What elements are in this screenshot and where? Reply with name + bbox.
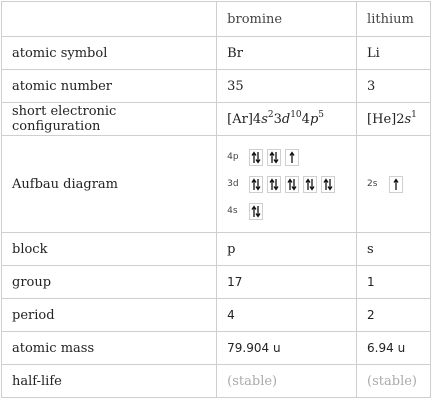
spin-up-arrow — [270, 179, 274, 190]
config-p-shell: 4 — [301, 111, 310, 127]
properties-table-wrapper — [1, 1, 431, 398]
header-lithium: lithium — [357, 2, 431, 37]
bromine-value: Br — [217, 37, 357, 70]
spin-up-arrow-icon — [391, 178, 401, 191]
spin-down-arrow — [274, 152, 278, 163]
spin-down-arrow — [256, 152, 260, 163]
config-s-shell: 2 — [396, 111, 405, 127]
orbital-row — [227, 144, 346, 171]
properties-table — [1, 1, 431, 398]
config-p-exp: 5 — [318, 109, 324, 120]
row-block — [2, 233, 431, 266]
bromine-value: p — [217, 233, 357, 266]
row-electron-configuration — [2, 103, 431, 136]
spin-up-arrow — [324, 179, 328, 190]
config-core: [He] — [367, 111, 397, 127]
bromine-value: 35 — [217, 70, 357, 103]
config-s-shell: 4 — [252, 111, 262, 127]
config-s-letter: s — [261, 111, 268, 127]
orbital-box — [303, 176, 317, 193]
orbital-box — [285, 149, 299, 166]
row-aufbau-diagram — [2, 136, 431, 233]
aufbau-orbitals — [227, 144, 346, 225]
row-atomic-mass — [2, 332, 431, 365]
orbital-row — [227, 171, 346, 198]
row-atomic-symbol — [2, 37, 431, 70]
lithium-value: 6.94 u — [357, 332, 431, 365]
header-empty-cell — [2, 2, 217, 37]
orbital-box — [285, 176, 299, 193]
orbital-box — [267, 176, 281, 193]
lithium-value: (stable) — [357, 365, 431, 398]
lithium-value: 1 — [357, 266, 431, 299]
spin-up-arrow-icon — [287, 151, 297, 164]
row-label: period — [2, 299, 217, 332]
config-d-shell: 3 — [273, 111, 282, 127]
spin-up-arrow — [252, 152, 256, 163]
row-label: atomic number — [2, 70, 217, 103]
spin-down-arrow — [292, 179, 296, 190]
orbital-box — [267, 149, 281, 166]
bromine-value: 79.904 u — [217, 332, 357, 365]
spin-up-arrow — [394, 179, 398, 190]
spin-up-arrow — [252, 179, 256, 190]
spin-down-arrow — [256, 206, 260, 217]
row-label: atomic mass — [2, 332, 217, 365]
row-label: atomic symbol — [2, 37, 217, 70]
config-s-exp: 1 — [411, 109, 417, 120]
orbital-box — [249, 149, 263, 166]
orbital-box — [249, 176, 263, 193]
row-period — [2, 299, 431, 332]
lithium-value: s — [357, 233, 431, 266]
bromine-value: 4 — [217, 299, 357, 332]
orbital-row — [367, 171, 420, 198]
spin-up-arrow — [288, 179, 292, 190]
paired-spin-arrows-icon — [251, 151, 261, 164]
bromine-value: 17 — [217, 266, 357, 299]
orbital-label: 3d — [227, 179, 239, 189]
paired-spin-arrows-icon — [323, 178, 333, 191]
orbital-box — [249, 203, 263, 220]
config-d-exp: 10 — [290, 109, 302, 120]
paired-spin-arrows-icon — [269, 151, 279, 164]
aufbau-orbitals — [367, 171, 420, 198]
paired-spin-arrows-icon — [251, 205, 261, 218]
spin-up-arrow — [252, 206, 256, 217]
config-s-exp: 2 — [267, 109, 274, 120]
orbital-label: 4s — [227, 206, 238, 216]
lithium-value: 2 — [357, 299, 431, 332]
bromine-value: (stable) — [217, 365, 357, 398]
orbital-label: 4p — [227, 152, 239, 162]
spin-down-arrow — [256, 179, 260, 190]
orbital-row — [227, 198, 346, 225]
row-group — [2, 266, 431, 299]
config-s-letter: s — [404, 111, 412, 127]
header-bromine: bromine — [217, 2, 357, 37]
spin-up-arrow — [270, 152, 274, 163]
orbital-box — [389, 176, 403, 193]
bromine-aufbau-diagram — [217, 136, 357, 233]
row-label: block — [2, 233, 217, 266]
row-label: Aufbau diagram — [2, 136, 217, 233]
row-atomic-number — [2, 70, 431, 103]
paired-spin-arrows-icon — [305, 178, 315, 191]
config-core: [Ar] — [227, 111, 253, 127]
lithium-aufbau-diagram — [357, 136, 431, 233]
spin-up-arrow — [290, 152, 294, 163]
orbital-label: 2s — [367, 179, 378, 189]
paired-spin-arrows-icon — [269, 178, 279, 191]
row-label: group — [2, 266, 217, 299]
bromine-configuration — [217, 103, 357, 136]
spin-down-arrow — [274, 179, 278, 190]
spin-up-arrow — [306, 179, 310, 190]
spin-down-arrow — [310, 179, 314, 190]
lithium-value: Li — [357, 37, 431, 70]
header-row — [2, 2, 431, 37]
row-label: short electronic configuration — [2, 103, 217, 136]
config-p-letter: p — [309, 111, 319, 127]
lithium-value: 3 — [357, 70, 431, 103]
paired-spin-arrows-icon — [251, 178, 261, 191]
config-d-letter: d — [281, 111, 291, 127]
paired-spin-arrows-icon — [287, 178, 297, 191]
row-half-life — [2, 365, 431, 398]
lithium-configuration — [357, 103, 431, 136]
row-label: half-life — [2, 365, 217, 398]
orbital-box — [321, 176, 335, 193]
spin-down-arrow — [328, 179, 332, 190]
